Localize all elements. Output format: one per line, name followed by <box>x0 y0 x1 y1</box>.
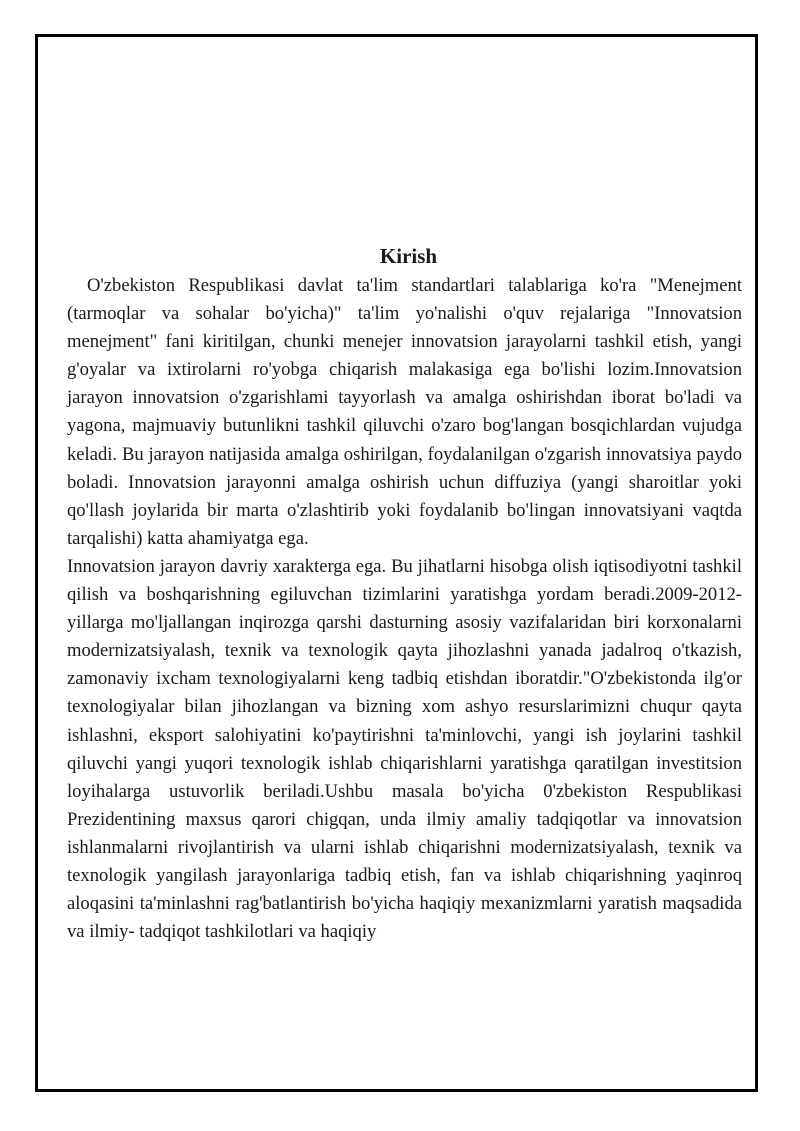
paragraph-intro: O'zbekiston Respublikasi davlat ta'lim standartlari talablariga ko'ra "Menejment (tarmoqlar va sohalar bo'yicha)" ta'lim yo'nalishi o'quv rejalariga "Innovatsion menejment" fani kiritilgan, chunki menejer innovatsion jarayolarni tashkil etish, yangi g'oyalar va ixtirolarni ro'yobga chiqarish malakasiga ega bo'lishi lozim.Innovatsion jarayon innovatsion o'zgarishlami tayyorlash va amalga oshirishdan iborat bo'ladi va yagona, majmuaviy butunlikni tashkil qiluvchi o'zaro bog'langan bosqichlardan vujudga keladi. Bu jarayon natijasida amalga oshirilgan, foydalanilgan o'zgarish innovatsiya paydo boladi. Innovatsion jarayonni amalga oshirish uchun diffuziya (yangi sharoitlar yoki qo'llash joylarida bir marta o'zlashtirib yoki foydalanib bo'lingan innovatsiyani vaqtda tarqalishi) katta ahamiyatga ega. <box>67 275 742 549</box>
paragraph-innovation-process: Innovatsion jarayon davriy xarakterga ega. Bu jihatlarni hisobga olish iqtisodiyotni tashkil qilish va boshqarishning egiluvchan tizimlarini yaratishga yordam beradi.2009-2012-yillarga mo'ljallangan inqirozga qarshi dasturning asosiy vazifalaridan biri korxonalarni modernizatsiyalash, texnik va texnologik qayta jihozlashni yanada jadalroq o'tkazish, zamonaviy ixcham texnologiyalarni keng tadbiq etishdan iboratdir."O'zbekistonda ilg'or texnologiyalar bilan jihozlangan va bizning xom ashyo resurslarimizni chuqur qayta ishlashni, eksport salohiyatini ko'paytirishni ta'minlovchi, yangi ish joylarini tashkil qiluvchi yangi yuqori texnologik ishlab chiqarishlarni yaratishga qaratilgan investitsion loyihalarga ustuvorlik beriladi.Ushbu masala bo'yicha 0'zbekiston Respublikasi Prezidentining maxsus qarori chigqan, unda ilmiy amaliy tadqiqotlar va innovatsion ishlanmalarni rivojlantirish va ularni ishlab chiqarishni modernizatsiyalash, texnik va texnologik yangilash jarayonlariga tadbiq etish, fan va ishlab chiqarishning yaqinroq aloqasini ta'minlashni rag'batlantirish bo'yicha haqiqiy mexanizmlarni yaratish maqsadida va ilmiy- tadqiqot tashkilotlari va haqiqiy <box>67 555 742 943</box>
document-body <box>67 240 742 946</box>
document-title: Kirish <box>379 244 438 268</box>
